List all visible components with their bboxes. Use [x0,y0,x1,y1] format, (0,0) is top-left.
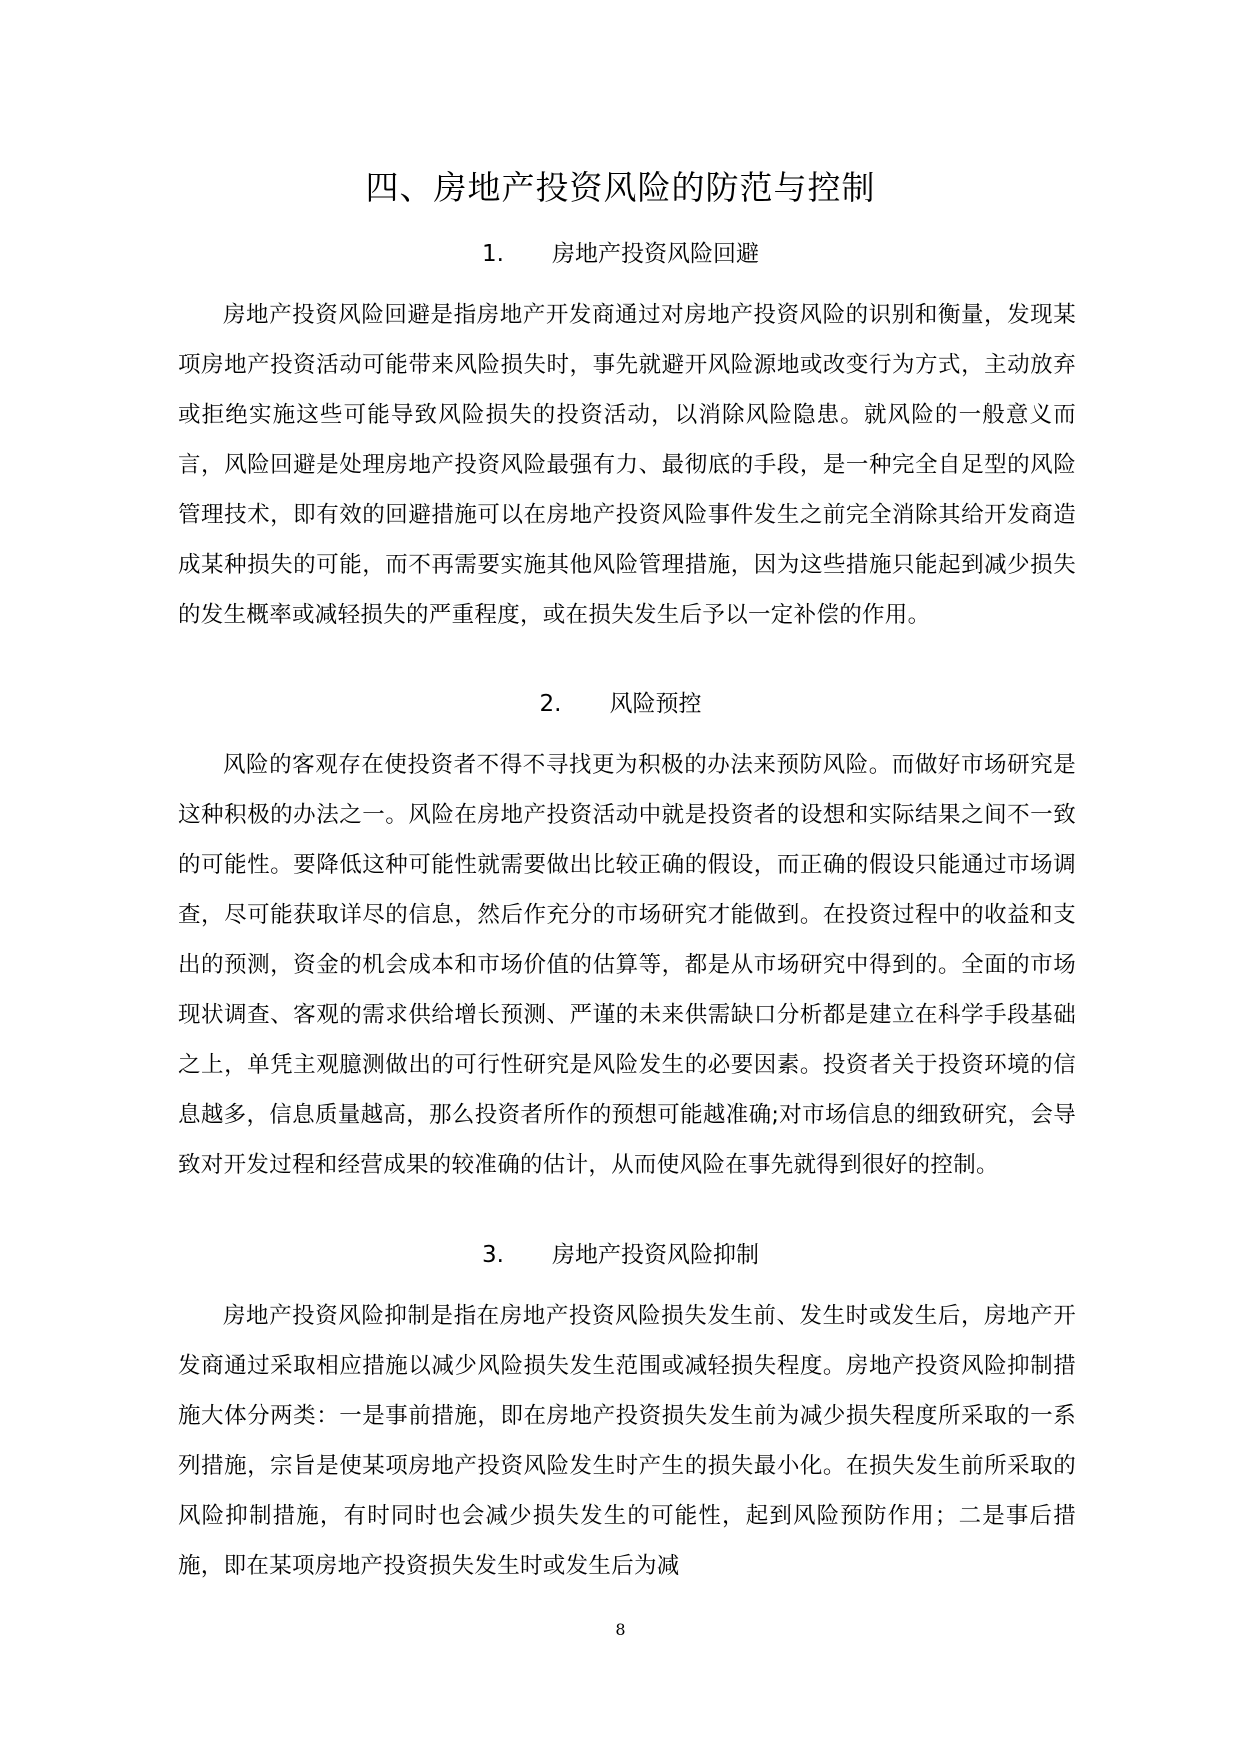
page-number: 8 [615,1620,626,1639]
chapter-title: 四、房地产投资风险的防范与控制 [365,168,876,207]
section-paragraph-2: 风险的客观存在使投资者不得不寻找更为积极的办法来预防风险。而做好市场研究是这种积极的办法之一。风险在房地产投资活动中就是投资者的设想和实际结果之间不一致的可能性。要降低这种可能性就需要做出比较正确的假设，而正确的假设只能通过市场调查，尽可能获取详尽的信息，然后作充分的市场研究才能做到。在投资过程中的收益和支出的预测，资金的机会成本和市场价值的估算等，都是从市场研究中得到的。全面的市场现状调查、客观的需求供给增长预测、严谨的未来供需缺口分析都是建立在科学手段基础之上，单凭主观臆测做出的可行性研究是风险发生的必要因素。投资者关于投资环境的信息越多，信息质量越高，那么投资者所作的预想可能越准确;对市场信息的细致研究，会导致对开发过程和经营成果的较准确的估计，从而使风险在事先就得到很好的控制。 [178,752,1076,1178]
section-heading-3 [0,1237,1241,1273]
section-number: 3. [482,1242,504,1268]
section-title: 风险预控 [609,691,702,717]
section-number: 1. [482,241,504,267]
section-heading-2 [0,686,1241,722]
section-number: 2. [539,691,562,717]
section-paragraph-1: 房地产投资风险回避是指房地产开发商通过对房地产投资风险的识别和衡量，发现某项房地产投资活动可能带来风险损失时，事先就避开风险源地或改变行为方式，主动放弃或拒绝实施这些可能导致风险损失的投资活动，以消除风险隐患。就风险的一般意义而言，风险回避是处理房地产投资风险最强有力、最彻底的手段，是一种完全自足型的风险管理技术，即有效的回避措施可以在房地产投资风险事件发生之前完全消除其给开发商造成某种损失的可能，而不再需要实施其他风险管理措施，因为这些措施只能起到减少损失的发生概率或减轻损失的严重程度，或在损失发生后予以一定补偿的作用。 [178,302,1076,628]
section-paragraph-3: 房地产投资风险抑制是指在房地产投资风险损失发生前、发生时或发生后，房地产开发商通过采取相应措施以减少风险损失发生范围或减轻损失程度。房地产投资风险抑制措施大体分两类：一是事前措施，即在房地产投资损失发生前为减少损失程度所采取的一系列措施，宗旨是使某项房地产投资风险发生时产生的损失最小化。在损失发生前所采取的风险抑制措施，有时同时也会减少损失发生的可能性，起到风险预防作用；二是事后措施，即在某项房地产投资损失发生时或发生后为减 [178,1303,1076,1579]
section-title: 房地产投资风险回避 [552,241,759,267]
section-heading-1 [0,236,1241,272]
section-title: 房地产投资风险抑制 [552,1242,759,1268]
